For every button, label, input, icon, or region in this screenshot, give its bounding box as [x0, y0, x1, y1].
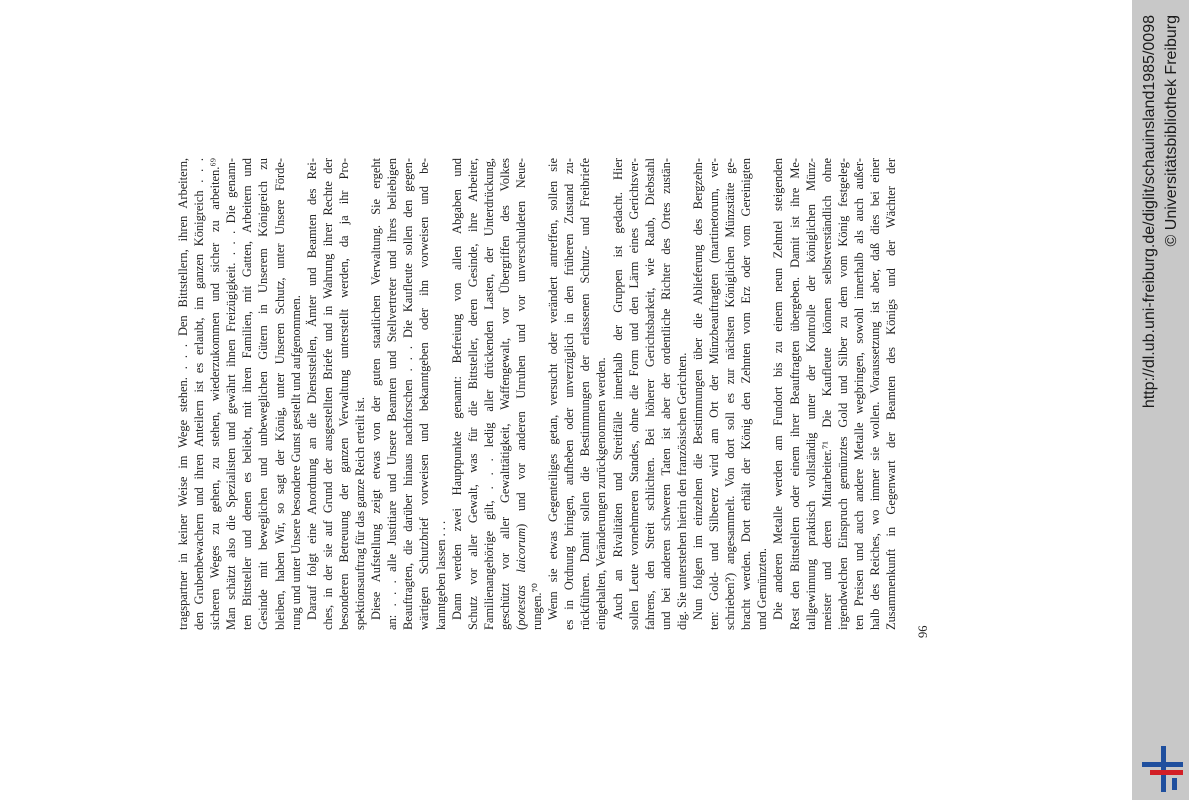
text-line: Beauftragten, die darüber hinaus nachforschen . . . Die Kaufleute sollen den gegen-: [401, 158, 416, 630]
text-line: rungen.⁷⁰: [530, 583, 545, 630]
text-line: spektionsauftrag für das ganze Reich erteilt ist.: [353, 397, 368, 630]
text-line: kanntgeben lassen . . .: [433, 520, 448, 630]
text-line: tallgewinnung praktisch vollständig unter der Kontrolle der königlichen Münz-: [803, 158, 818, 630]
text-line: Schutz vor aller Gewalt, was für die Bittsteller, deren Gesinde, ihre Arbeiter,: [465, 158, 480, 630]
text-line: Auch an Rivalitäten und Streitfälle innerhalb der Gruppen ist gedacht. Hier: [610, 158, 625, 620]
italic-latin-term: potestas laicorum: [513, 527, 528, 626]
text-line: es in Ordnung bringen, aufheben oder unverzüglich in den früheren Zustand zu-: [562, 158, 577, 630]
text-line: halb des Reiches, wo immer sie wollen. Voraussetzung ist aber, daß dies bei einer: [868, 158, 883, 630]
text-line: Diese Aufstellung zeigt etwas von der guten staatlichen Verwaltung. Sie ergeht: [369, 158, 384, 620]
text-line: irgendwelchen Einspruch gemünztes Gold und Silber zu dem vom König festgeleg-: [835, 158, 850, 630]
text-line: Rest den Bittstellern oder einem ihrer Beauftragten übergeben. Damit ist ihre Me-: [787, 158, 802, 630]
source-url: http://dl.ub.uni-freiburg.de/diglit/schauinsland1985/0098: [1141, 15, 1158, 409]
text-line: Wenn sie etwas Gegenteiliges getan, versucht oder verändert antreffen, sollen sie: [546, 158, 561, 620]
text-line: Familienangehörige gilt, . . . ledig aller drückenden Lasten, der Unterdrückung,: [481, 158, 496, 630]
text-line: Man schätzt also die Spezialisten und gewährt ihnen Freizügigkeit. . . . Die genann-: [224, 158, 239, 630]
text-line: Darauf folgt eine Anordnung an die Dienststellen, Ämter und Beamten des Rei-: [304, 158, 319, 620]
text-segment: ) und vor anderen Unruhen und vor unverschuldeten Neue-: [513, 158, 528, 528]
text-line: meister und deren Mitarbeiter.⁷¹ Die Kaufleute können selbstverständlich ohne: [819, 158, 834, 630]
text-line: rückführen. Damit sollen die Bestimmungen der erlassenen Schutz- und Freibriefe: [578, 158, 593, 630]
text-line: besonderen Betreuung der ganzen Verwaltung unterstellt werden, da ja ihr Pro-: [336, 158, 351, 630]
text-segment: (: [513, 625, 528, 630]
text-line: fahrens, den Streit schlichten. Bei höherer Gerichtsbarkeit, wie Raub, Diebstahl: [642, 158, 657, 630]
text-line: tragspartner in keiner Weise im Wege stehen. . . . Den Bittstellern, ihren Arbeitern,: [176, 158, 190, 630]
text-line: ten Bittsteller und denen es beliebt, mit ihren Familien, mit Gatten, Arbeitern und: [240, 158, 255, 630]
text-line: Zusammenkunft in Gegenwart der Beamten des Königs und der Wächter der: [884, 158, 899, 630]
page-number: 96: [916, 625, 930, 638]
text-line: Die anderen Metalle werden am Fundort bis zu einem neun Zehntel steigenden: [771, 158, 786, 620]
text-line: sicheren Weges zu gehen, zu stehen, wiederzukommen und sicher zu arbeiten.⁶⁹: [208, 158, 223, 630]
text-line: Gesinde mit beweglichen und unbeweglichen Gütern in Unserem Königreich zu: [256, 158, 271, 630]
watermark-sidebar: [1132, 0, 1189, 800]
text-line: und Gemünzten.: [755, 548, 770, 630]
text-line: ten Preisen und auch andere Metalle wegbringen, sowohl innerhalb als auch außer-: [851, 158, 866, 630]
page-text-block: [175, 158, 899, 630]
text-line: [513, 158, 529, 630]
text-line: bracht werden. Dort erhält der König den Zehnten vom Erz oder vom Gereinigten: [739, 158, 754, 630]
copyright-notice: © Universitätsbibliothek Freiburg: [1163, 15, 1180, 247]
text-line: dig. Sie unterstehen hierin den französischen Gerichten.: [674, 352, 689, 630]
text-line: geschützt vor aller Gewalttätigkeit, Waffengewalt, vor Übergriffen des Volkes: [497, 158, 512, 630]
text-line: Nun folgen im einzelnen die Bestimmungen über die Ablieferung des Bergzehn-: [691, 158, 705, 620]
text-line: Dann werden zwei Hauptpunkte genannt: Befreiung von allen Abgaben und: [449, 158, 464, 620]
sidebar-text: [1139, 15, 1183, 415]
text-line: bleiben, haben Wir, so sagt der König, unter Unseren Schutz, unter Unsere Förde-: [272, 158, 287, 630]
text-line: und bei anderen schweren Taten ist aber der ordentliche Richter des Ortes zustän-: [658, 158, 673, 630]
text-line: sollen Leute vornehmeren Standes, ohne die Form und den Lärm eines Gerichtsver-: [626, 158, 641, 630]
text-line: wärtigen Schutzbrief vorweisen und bekanntgeben oder ihn vorweisen und be-: [417, 158, 432, 630]
text-line: schrieben?) angesammelt. Von dort soll es zur nächsten Königlichen Münzstätte ge-: [723, 158, 738, 630]
text-line: rung und unter Unsere besondere Gunst gestellt und aufgenommen.: [288, 295, 303, 630]
text-line: ches, in der sie auf Grund der ausgestellten Briefe und in Wahrung ihrer Rechte der: [320, 158, 335, 630]
library-logo-icon: [1138, 744, 1186, 796]
text-line: eingehalten, Veränderungen zurückgenommen werden.: [594, 357, 609, 630]
text-line: ten: Gold- und Silbererz wird am Ort der Münzbeauftragten (martinetorum, ver-: [707, 158, 722, 630]
text-line: den Grubenbewachern und ihren Anteilern ist es erlaubt, im ganzen Königreich . . .: [192, 158, 207, 630]
text-line: an: . . . alle Justitiare und Unsere Beamten und Stellvertreter und ihres beliebigen: [385, 158, 400, 630]
